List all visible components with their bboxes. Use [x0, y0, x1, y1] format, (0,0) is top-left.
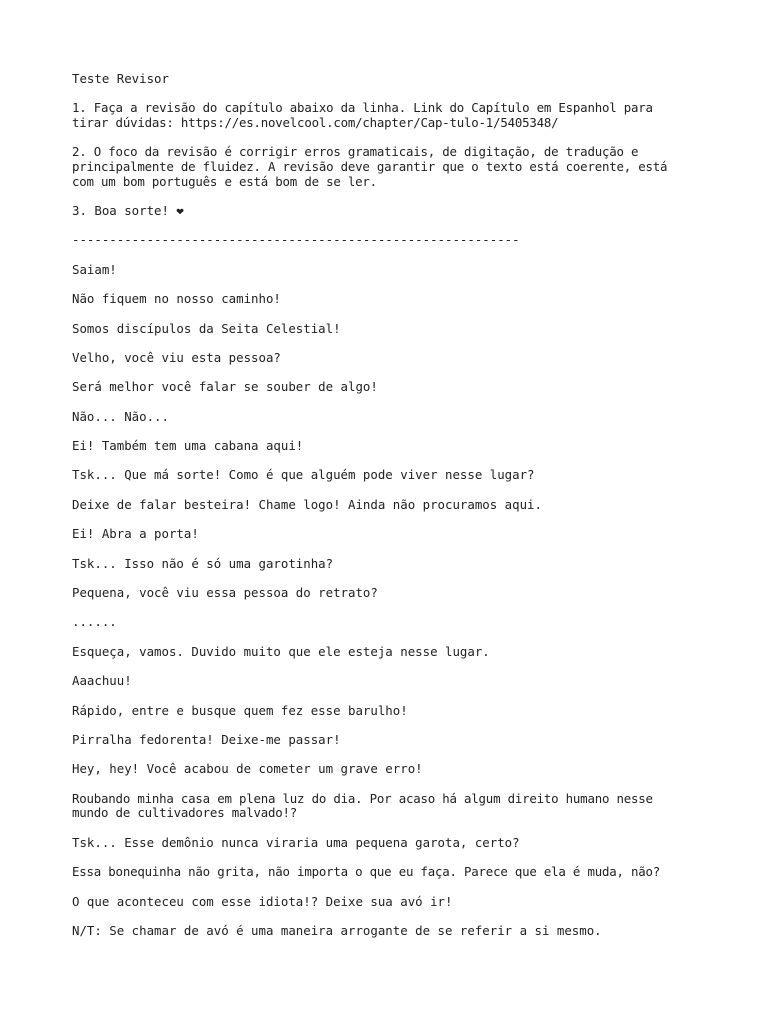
document-title: Teste Revisor: [72, 71, 169, 86]
dialogue-line: Roubando minha casa em plena luz do dia. Por acaso há algum direito humano nesse mundo de cultivadores malvado!?: [72, 790, 653, 821]
dialogue-line: Ei! Também tem uma cabana aqui!: [72, 438, 304, 454]
dialogue-line: Pirralha fedorenta! Deixe-me passar!: [72, 731, 341, 747]
dialogue-line: Deixe de falar besteira! Chame logo! Ainda não procuramos aqui.: [72, 496, 542, 512]
dialogue-line: Será melhor você falar se souber de algo!: [72, 379, 378, 395]
translator-note: N/T: Se chamar de avó é uma maneira arrogante de se referir a si mesmo.: [72, 922, 602, 938]
instruction-3: 3. Boa sorte! ❤: [72, 202, 184, 218]
dialogue-line: Saiam!: [72, 261, 117, 277]
dialogue-line: Esqueça, vamos. Duvido muito que ele esteja nesse lugar.: [72, 643, 490, 659]
dialogue-line: Aaachuu!: [72, 673, 132, 689]
dialogue-line: O que aconteceu com esse idiota!? Deixe sua avó ir!: [72, 893, 453, 909]
dialogue-line: Rápido, entre e busque quem fez esse barulho!: [72, 702, 408, 718]
dialogue-line: Hey, hey! Você acabou de cometer um grave erro!: [72, 761, 423, 777]
dialogue-line: Tsk... Esse demônio nunca viraria uma pequena garota, certo?: [72, 834, 520, 850]
dialogue-line: Essa bonequinha não grita, não importa o que eu faça. Parece que ela é muda, não?: [72, 864, 661, 880]
document-page: [72, 72, 712, 953]
instruction-1: 1. Faça a revisão do capítulo abaixo da linha. Link do Capítulo em Espanhol para tirar dúvidas: https://es.novelcool.com/chapter/Cap-tulo-1/5405348/: [72, 100, 653, 130]
dialogue-line: ......: [72, 614, 117, 630]
dialogue-line: Ei! Abra a porta!: [72, 526, 199, 542]
dialogue-line: Não fiquem no nosso caminho!: [72, 291, 281, 307]
dialogue-line: Tsk... Que má sorte! Como é que alguém pode viver nesse lugar?: [72, 467, 535, 483]
dialogue-line: Não... Não...: [72, 408, 169, 424]
dialogue-line: Tsk... Isso não é só uma garotinha?: [72, 555, 334, 571]
divider-line: ------------------------------------------------------------: [72, 232, 520, 248]
dialogue-line: Somos discípulos da Seita Celestial!: [72, 320, 341, 336]
instruction-2: 2. O foco da revisão é corrigir erros gramaticais, de digitação, de tradução e principalmente de fluidez. A revisão deve garantir que o texto está coerente, está com um bom português e está bom de se ler.: [72, 144, 668, 189]
dialogue-line: Velho, você viu esta pessoa?: [72, 349, 281, 365]
dialogue-line: Pequena, você viu essa pessoa do retrato?: [72, 585, 378, 601]
